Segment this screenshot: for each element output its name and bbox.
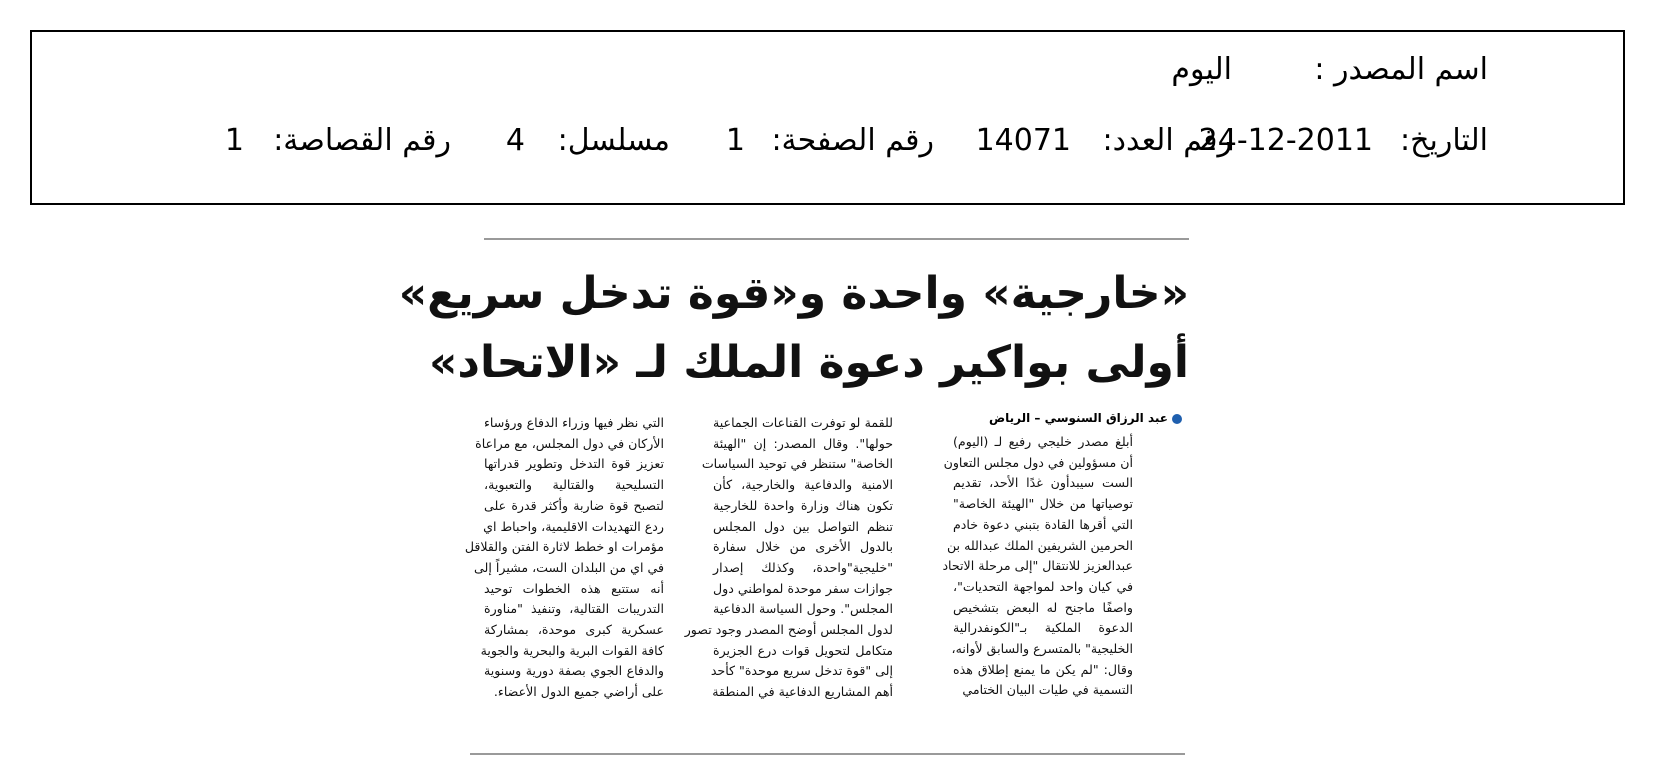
source-value: اليوم [1171, 52, 1232, 87]
column-3-line: والدفاع الجوي بصفة دورية وسنوية [484, 663, 664, 679]
column-1-line: الست سيبدأون غدًا الأحد، تقديم [953, 475, 1133, 491]
serial-label: مسلسل: [557, 123, 670, 158]
column-1-line: وقال: "لم يكن ما يمنع إطلاق هذه [953, 661, 1133, 677]
date-label: التاريخ: [1400, 123, 1488, 158]
byline-dot-icon [1172, 414, 1182, 424]
article-top-rule [484, 238, 1189, 240]
column-3-line: ردع التهديدات الاقليمية، واحباط اي [483, 518, 664, 534]
column-3-line: كافة القوات البرية والبحرية والجوية [480, 642, 664, 658]
column-2-line: جوازات سفر موحدة لمواطني دول [713, 580, 893, 596]
headline-line-1: «خارجية» واحدة و«قوة تدخل سريع» [398, 268, 1189, 319]
page-value: 1 [725, 123, 745, 158]
column-2-line: متكامل لتحويل قوات درع الجزيرة [713, 642, 893, 658]
headline-line-2: أولى بواكير دعوة الملك لـ «الاتحاد» [429, 337, 1189, 388]
column-3-line: عسكرية كبرى موحدة، بمشاركة [484, 622, 664, 638]
column-2-line: تكون هناك وزارة واحدة للخارجية [713, 497, 893, 513]
column-1-line: الحرمين الشريفين الملك عبدالله بن [946, 537, 1133, 553]
column-2-line: لدول المجلس أوضح المصدر وجود تصور [684, 622, 893, 638]
column-2-line: أهم المشاريع الدفاعية في المنطقة [712, 684, 893, 700]
column-1-line: واصفًا ماجنح له البعض بتشخيص [953, 599, 1133, 615]
column-3-line: على أراضي جميع الدول الأعضاء. [493, 684, 664, 700]
article-column-3 [464, 413, 664, 703]
column-1-line: الخليجية" بالمتسرع والسابق لأوانه، [951, 641, 1133, 657]
column-1-line: التسمية في طيات البيان الختامي [962, 682, 1133, 698]
issue-value: 14071 [975, 123, 1071, 158]
column-2-line: الخاصة" ستنظر في توحيد السياسات [701, 456, 893, 472]
byline [989, 411, 1182, 425]
column-1-line: أبلغ مصدر خليجي رفيع لـ (اليوم) [953, 434, 1133, 449]
column-2-line: تنظم التواصل بين دول المجلس [713, 518, 893, 534]
column-2-line: الامنية والدفاعية والخارجية، كأن [713, 477, 893, 493]
column-3-line: التي نظر فيها وزراء الدفاع ورؤساء [484, 415, 664, 430]
byline-text: عبد الرزاق السنوسي – الرياض [988, 411, 1168, 425]
column-3-line: لتصبح قوة ضاربة وأكثر قدرة على [484, 497, 664, 513]
clip-value: 1 [224, 123, 244, 158]
column-1-line: في كيان واحد لمواجهة التحديات"، [953, 578, 1133, 594]
issue-label: رقم العدد: [1102, 123, 1232, 158]
column-2-line: "خليجية"واحدة، وكذلك إصدار [713, 559, 893, 575]
column-3-line: التسليحية والقتالية والتعبوية، [484, 477, 664, 493]
source-label: اسم المصدر : [1314, 52, 1488, 87]
column-1-line: عبدالعزيز للانتقال "إلى مرحلة الاتحاد [942, 558, 1133, 574]
column-1-line: التي أقرها القادة بتبني دعوة خادم [953, 516, 1133, 532]
column-3-line: في اي من البلدان الست، مشيراً إلى [474, 559, 664, 575]
column-1-line: أن مسؤولين في دول مجلس التعاون [943, 454, 1133, 470]
article-bottom-rule [470, 753, 1185, 755]
column-3-line: أنه ستتبع هذه الخطوات توحيد [484, 580, 664, 596]
column-2-line: المجلس". وحول السياسة الدفاعية [713, 601, 893, 617]
column-2-line: حولها". وقال المصدر: إن "الهيئة [713, 435, 893, 451]
date-value: 24-12-2011 [1198, 123, 1373, 158]
column-1-line: توصياتها من خلال "الهيئة الخاصة" [953, 496, 1133, 512]
column-3-line: مؤمرات او خطط لاثارة الفتن والقلاقل [464, 539, 664, 555]
column-3-line: التدريبات القتالية، وتنفيذ "مناورة [484, 601, 664, 617]
column-2-line: بالدول الأخرى من خلال سفارة [713, 539, 893, 555]
page-label: رقم الصفحة: [771, 123, 934, 158]
serial-value: 4 [505, 123, 525, 158]
column-3-line: تعزيز قوة التدخل وتطوير قدراتها [484, 456, 664, 472]
column-2-line: للقمة لو توفرت القناعات الجماعية [713, 415, 893, 430]
column-1-line: الدعوة الملكية بـ"الكونفدرالية [953, 620, 1133, 636]
clip-label: رقم القصاصة: [273, 123, 451, 158]
article-column-2 [684, 413, 893, 703]
column-3-line: الأركان في دول المجلس، مع مراعاة [475, 435, 664, 451]
article-column-1 [942, 432, 1133, 701]
column-2-line: إلى "قوة تدخل سريع موحدة" كأحد [710, 663, 893, 679]
